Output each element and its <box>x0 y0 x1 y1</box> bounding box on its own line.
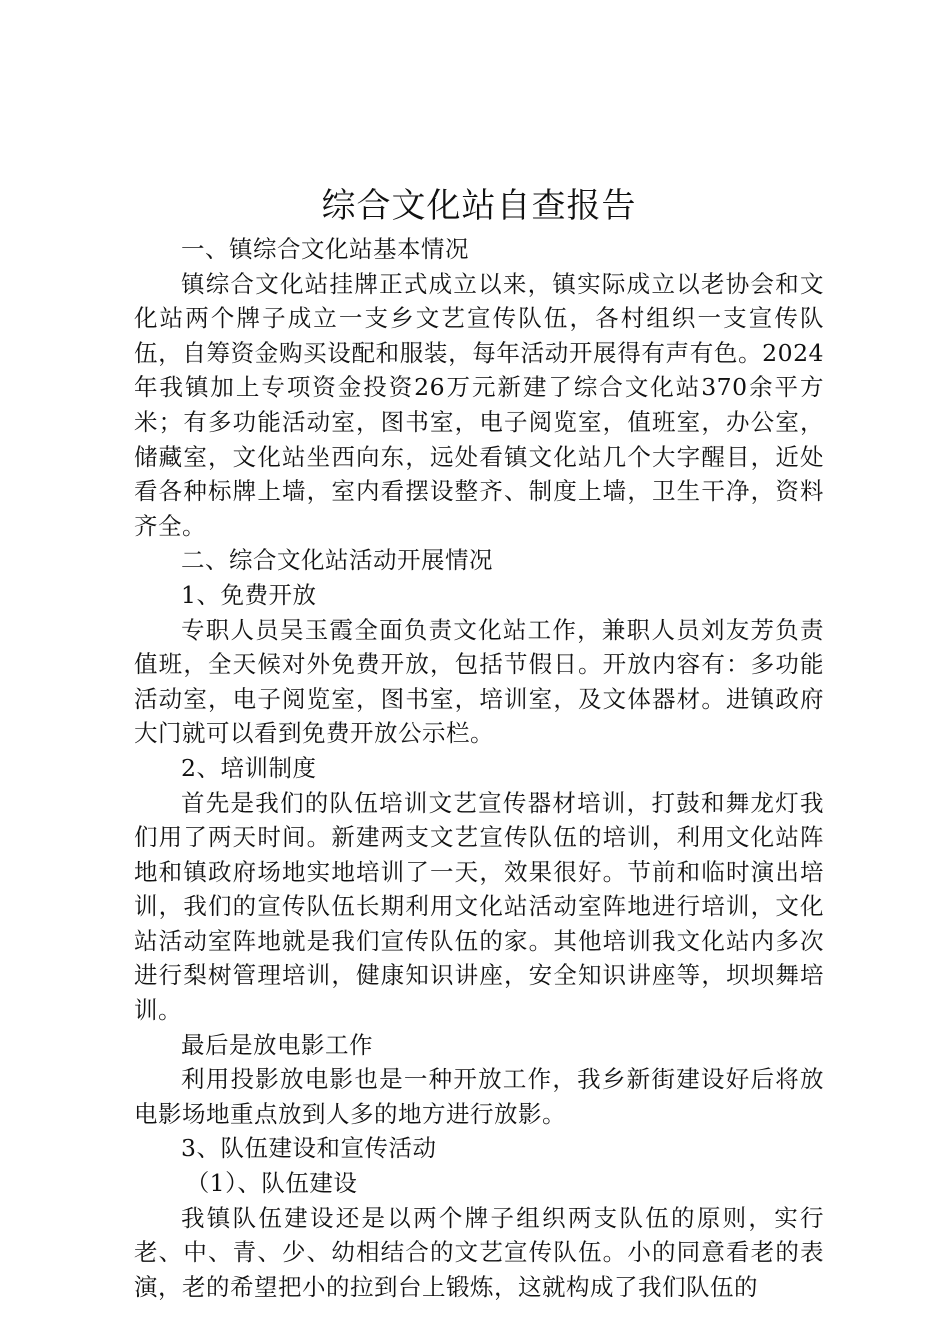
section-heading-2: 二、综合文化站活动开展情况 <box>181 546 493 575</box>
subsection-heading-team: 3、队伍建设和宣传活动 <box>181 1134 437 1163</box>
paragraph-1: 镇综合文化站挂牌正式成立以来，镇实际成立以老协会和文化站两个牌子成立一支乡文艺宣传队伍，各村组织一支宣传队伍，自筹资金购买设配和服装，每年活动开展得有声有色。2024年我镇加上专项资金投资26万元新建了综合文化站370余平方米；有多功能活动室，图书室，电子阅览室，值班室，办公室，储藏室，文化站坐西向东，远处看镇文化站几个大字醒目，近处看各种标牌上墙，室内看摆设整齐、制度上墙，卫生干净，资料齐全。 <box>134 269 824 540</box>
document-title: 综合文化站自查报告 <box>321 186 637 226</box>
paragraph-3: 首先是我们的队伍培训文艺宣传器材培训，打鼓和舞龙灯我们用了两天时间。新建两支文艺宣传队伍的培训，利用文化站阵地和镇政府场地实地培训了一天，效果很好。节前和临时演出培训，我们的宣传队伍长期利用文化站活动室阵地进行培训，文化站活动室阵地就是我们宣传队伍的家。其他培训我文化站内多次进行梨树管理培训，健康知识讲座，安全知识讲座等，坝坝舞培训。 <box>134 788 824 1025</box>
section-heading-1: 一、镇综合文化站基本情况 <box>181 235 469 263</box>
paragraph-2: 专职人员吴玉霞全面负责文化站工作，兼职人员刘友芳负责值班，全天候对外免费开放，包括节假日。开放内容有：多功能活动室，电子阅览室，图书室，培训室，及文体器材。进镇政府大门就可以看到免费开放公示栏。 <box>134 615 824 748</box>
subsection-heading-free-opening: 1、免费开放 <box>181 580 317 609</box>
paragraph-5: 我镇队伍建设还是以两个牌子组织两支队伍的原则，实行老、中、青、少、幼相结合的文艺宣传队伍。小的同意看老的表演，老的希望把小的拉到台上锻炼，这就构成了我们队伍的 <box>134 1203 824 1301</box>
paragraph-4: 利用投影放电影也是一种开放工作，我乡新街建设好后将放电影场地重点放到人多的地方进行放影。 <box>134 1065 824 1128</box>
subsection-heading-film: 最后是放电影工作 <box>181 1030 373 1059</box>
subsection-heading-team-building: （1）、队伍建设 <box>185 1169 358 1198</box>
subsection-heading-training: 2、培训制度 <box>181 753 317 782</box>
document-page <box>134 180 824 1304</box>
